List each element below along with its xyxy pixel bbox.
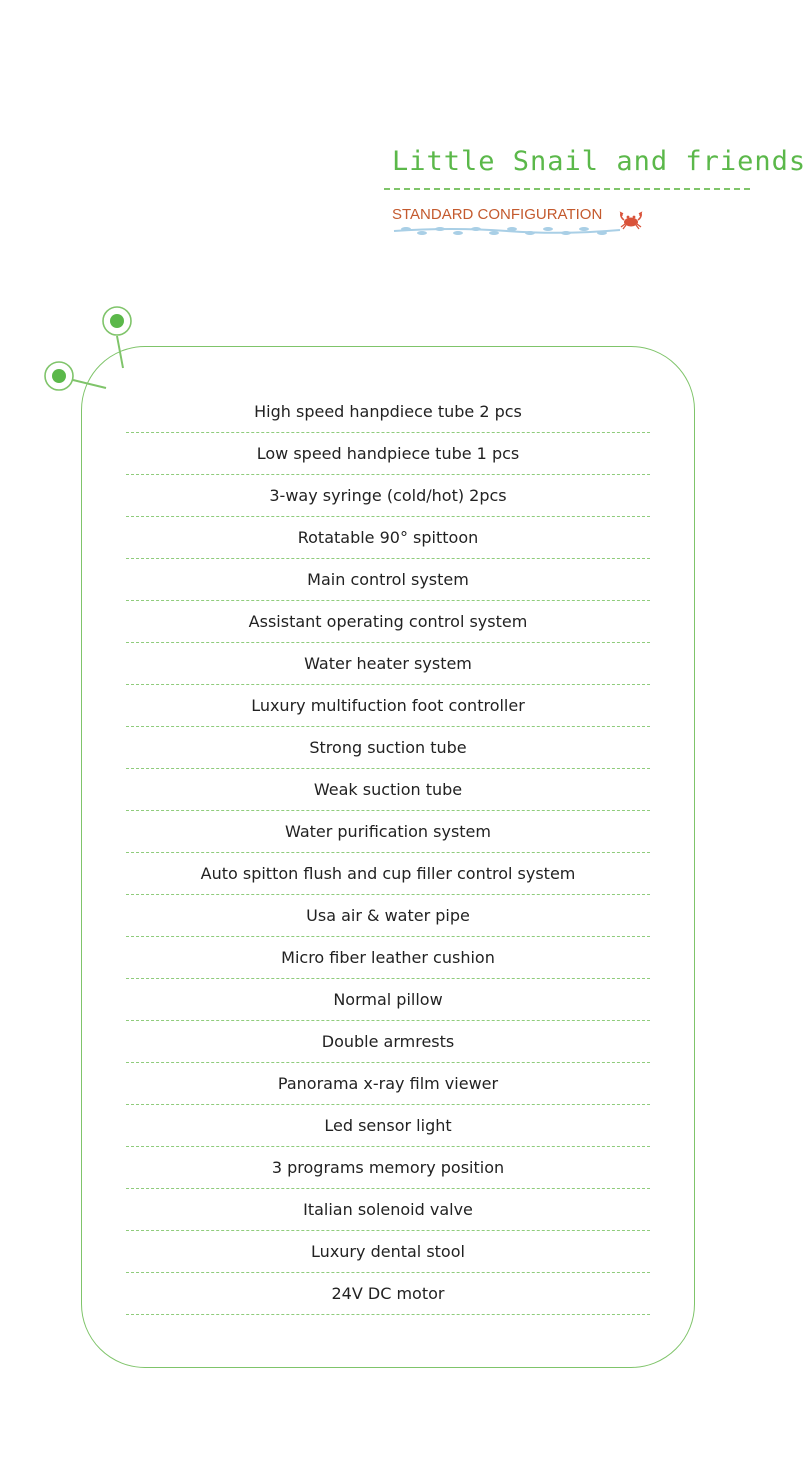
config-item: Italian solenoid valve <box>126 1189 650 1231</box>
config-item: Double armrests <box>126 1021 650 1063</box>
section-title: STANDARD CONFIGURATION <box>392 206 603 223</box>
vine-icon <box>392 224 622 238</box>
config-item: Water purification system <box>126 811 650 853</box>
config-item: Water heater system <box>126 643 650 685</box>
config-item: Luxury multifuction foot controller <box>126 685 650 727</box>
brand-divider <box>384 188 750 190</box>
config-item: Led sensor light <box>126 1105 650 1147</box>
config-item: Strong suction tube <box>126 727 650 769</box>
config-item: High speed hanpdiece tube 2 pcs <box>126 391 650 433</box>
config-item: 3-way syringe (cold/hot) 2pcs <box>126 475 650 517</box>
config-item: Luxury dental stool <box>126 1231 650 1273</box>
config-item: Usa air & water pipe <box>126 895 650 937</box>
config-item: Panorama x-ray film viewer <box>126 1063 650 1105</box>
config-item: Rotatable 90° spittoon <box>126 517 650 559</box>
config-item: Main control system <box>126 559 650 601</box>
config-item: Normal pillow <box>126 979 650 1021</box>
configuration-list <box>126 391 650 1315</box>
brand-title: Little Snail and friends <box>392 146 806 177</box>
config-item: Weak suction tube <box>126 769 650 811</box>
config-item: 3 programs memory position <box>126 1147 650 1189</box>
config-item: Low speed handpiece tube 1 pcs <box>126 433 650 475</box>
config-item: Assistant operating control system <box>126 601 650 643</box>
config-item: Micro fiber leather cushion <box>126 937 650 979</box>
config-item: Auto spitton flush and cup filler control system <box>126 853 650 895</box>
config-item: 24V DC motor <box>126 1273 650 1315</box>
